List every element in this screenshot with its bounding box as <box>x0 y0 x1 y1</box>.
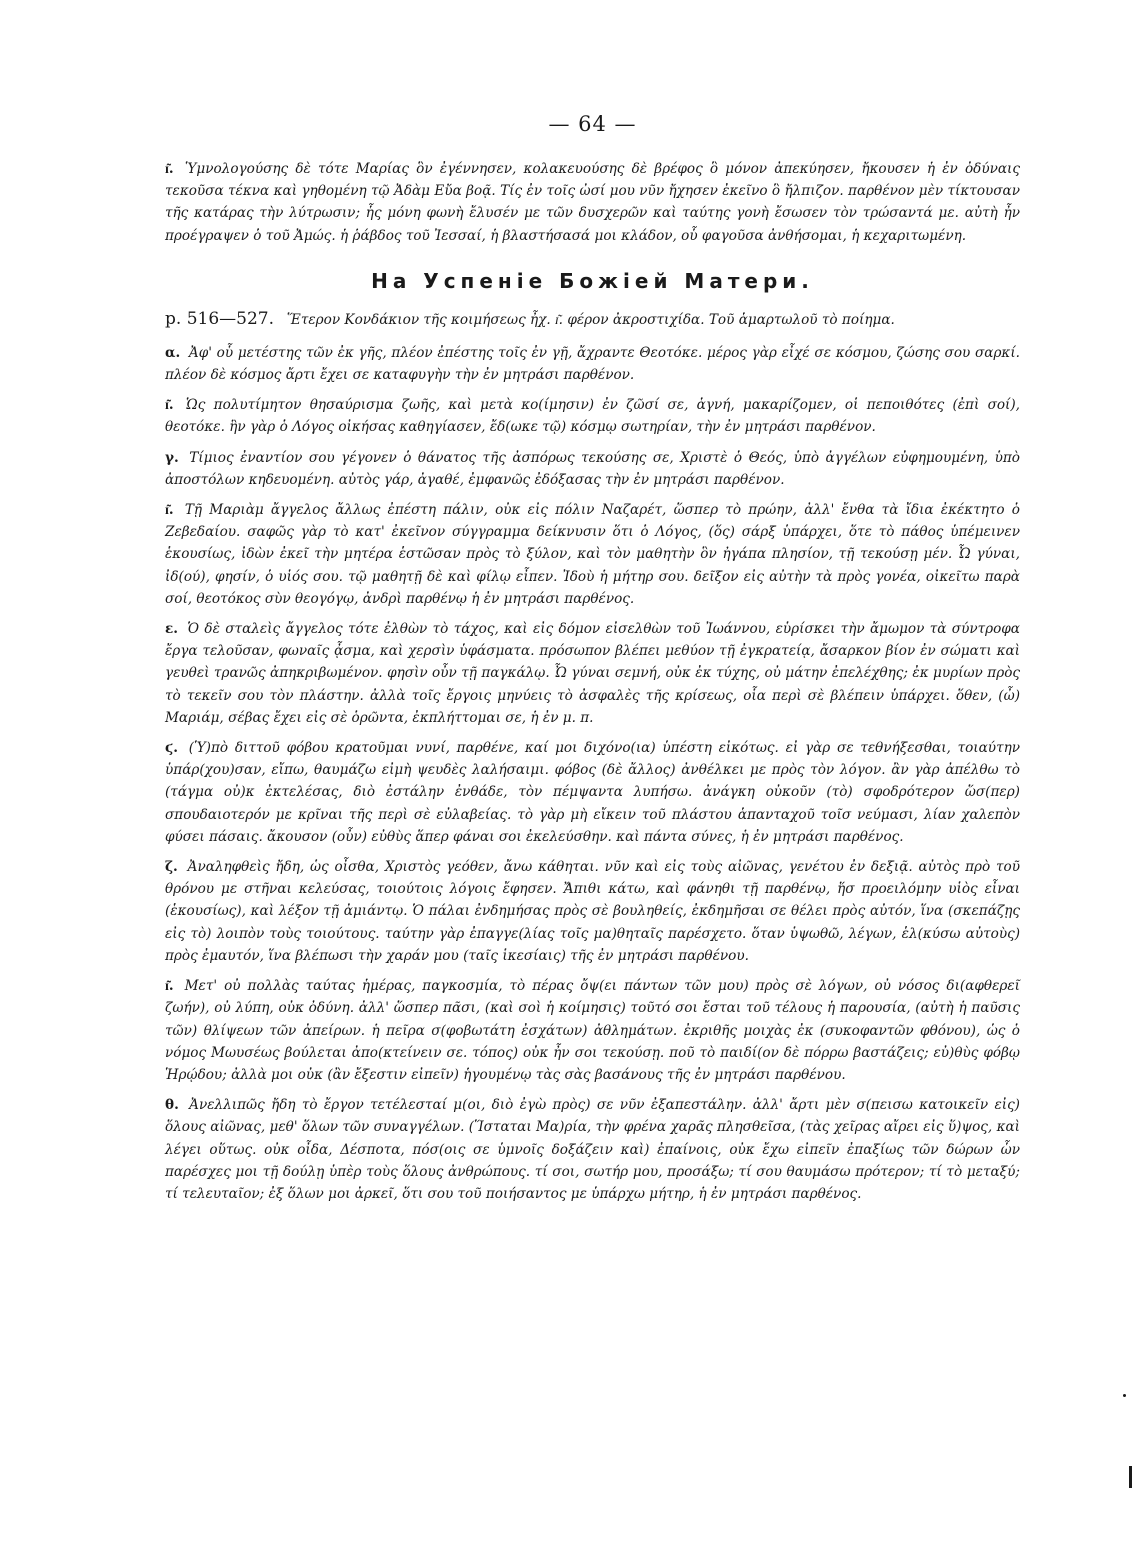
stanza-text: Ὁ δὲ σταλεὶς ἄγγελος τότε ἐλθὼν τὸ τάχος, καὶ εἰς δόμον εἰσελθὼν τοῦ Ἰωάννου, εὑρίσκει τὴν ἄμωμον τὰ σύντροφα ἔργα τελοῦσαν, φωναῖς ᾆσμα, καὶ χερσὶν ὑφάσματα. πρόσωπον βλέπει μεθύον τῇ ἐγκρατείᾳ, ἄσαρκον βίον ἐν σώματι καὶ γευθεὶ τρανῶς ἀπηκριβωμένον. φησὶν οὖν τῇ παγκάλῳ. Ὦ γύναι σεμνή, οὐκ ἐκ τύχης, οὐ μάτην ἐπελέχθης; ἐκ μυρίων πρὸς τὸ τεκεῖν σου τὸν πλάστην. ἀλλὰ τοῖς ἔργοις μηνύεις τὸ ἀσφαλὲς τῆς κρίσεως, οἷα περὶ σὲ βλέπειν ὑπάρχει. ὅθεν, (ὦ) Μαριάμ, σέβας ἔχει εἰς σὲ ὁρῶντα, ἐκπλήττομαι σε, ἡ ἐν μ. π. <box>165 621 1020 726</box>
page-reference: p. 516—527. <box>165 308 274 329</box>
stanza <box>165 1094 1020 1205</box>
stanza-number: γ. <box>165 449 179 466</box>
stanza-text: Ἀνελλιπῶς ἤδη τὸ ἔργον τετέλεσταί μ(οι, διὸ ἐγὼ πρὸς) σε νῦν ἐξαπεστάλην. ἀλλ' ἄρτι μὲν σ(πεισω κατοικεῖν εἰς) ὅλους αἰῶνας, μεθ' ὅλων τῶν συναγγέλων. (Ἵσταται Μα)ρία, τὴν φρένα χαρᾶς πλησθεῖσα, (τὰς χεῖρας αἴρει εἰς ὕ)ψος, καὶ λέγει οὕτως. οὐκ οἶδα, Δέσποτα, πόσ(οις σε ὑμνοῖς δοξάζειν καὶ) ἐπαίνοις, οὐκ ἔχω εἰπεῖν ἐπαξίως τῶν δώρων ὧν παρέσχες μοι τῇ δούλῃ ὑπὲρ τοὺς ὅλους ἀνθρώπους. τί σοι, σωτήρ μου, προσάξω; τί σου θαυμάσω πρότερον; τί τὸ μεταξύ; τί τελευταῖον; ἐξ ὅλων μοι ἀρκεῖ, ὅτι σου τοῦ ποιήσαντος με ὑπάρχω μήτηρ, ἡ ἐν μητράσι παρθένος. <box>165 1097 1020 1202</box>
stanza-text: Τίμιος ἐναντίον σου γέγονεν ὁ θάνατος τῆς ἀσπόρως τεκούσης σε, Χριστὲ ὁ Θεός, ὑπὸ ἀγγέλων εὐφημουμένη, ὑπὸ ἀποστόλων κηδευομένη. αὐτὸς γάρ, ἀγαθέ, ἐμφανῶς ἐδόξασας τὴν ἐν μητράσι παρθένον. <box>165 449 1020 488</box>
stanza <box>165 975 1020 1086</box>
stanza <box>165 447 1020 491</box>
stanza-text: Μετ' οὐ πολλὰς ταύτας ἡμέρας, παγκοσμία, τὸ πέρας ὄψ(ει πάντων τῶν μου) πρὸς σὲ λόγων, οὐ νόσος δι(αφθερεῖ ζωήν), οὐ λύπη, οὐκ ὀδύνη. ἀλλ' ὥσπερ πᾶσι, (καὶ σοὶ ἡ κοίμησις) τοῦτό σοι ἔσται τοῦ τέλους ἡ παρουσία, (αὐτὴ ἡ παῦσις τῶν) θλίψεων τῶν ἀπείρων. ἡ πεῖρα σ(φοβωτάτη ἐσχάτων) ἀθλημάτων. ἐκριθῆς μοιχὰς ἐκ (συκοφαντῶν φθόνου), ὡς ὁ νόμος Μωυσέως βούλεται ἀπο(κτείνειν σε. τόπος) οὐκ ἦν σοι τεκούσῃ. ποῦ τὸ παιδί(ον δὲ πόρρω βαστάζεις; εὐ)θὺς φόβῳ Ἡρῴδου; ἀλλὰ μοι οὐκ (ἂν ἔξεστιν εἰπεῖν) ἡγουμένῳ τὰς σὰς βασάνους τῆς ἐν μητράσι παρθένου. <box>165 978 1020 1083</box>
margin-speck <box>1123 1394 1126 1397</box>
stanza <box>165 342 1020 386</box>
stanza-number: α. <box>165 344 181 361</box>
page-number: — 64 — <box>548 112 637 136</box>
stanza-number: ɪ͂. <box>165 978 174 995</box>
stanza-number: ζ. <box>165 859 178 876</box>
reference-line <box>165 307 1020 332</box>
stanza <box>165 618 1020 729</box>
intro-stanza-number: ɪ͂. <box>165 161 174 177</box>
stanza-text: Τῇ Μαριὰμ ἄγγελος ἄλλως ἐπέστη πάλιν, οὐκ εἰς πόλιν Ναζαρέτ, ὥσπερ τὸ πρώην, ἀλλ' ἔνθα τὰ ἴδια ἐκέκτητο ὁ Ζεβεδαίου. σαφῶς γὰρ τὸ κατ' ἐκεῖνον σύγγραμμα δείκνυσιν ὅτι ὁ Λόγος, (ὅς) σάρξ ὑπάρχει, ὅτε τὸ πάθος ὑπέμεινεν ἑκουσίως, ἰδὼν ἐκεῖ τὴν μητέρα ἑστῶσαν πρὸς τὸ ξύλον, καὶ τὸν μαθητὴν ὃν ἠγάπα πλησίον, τῇ τεκούσῃ μέν. Ὦ γύναι, ἰδ(ού), φησίν, ὁ υἱός σου. τῷ μαθητῇ δὲ καὶ φίλῳ εἶπεν. Ἰδοὺ ἡ μήτηρ σου. δεῖξον εἰς αὐτὴν τὰ πρὸς γονέα, οἰκεῖτω παρὰ σοί, θεοτόκος σὺν θεογόγῳ, ἀνδρὶ παρθένῳ ἡ ἐν μητράσι παρθένος. <box>165 502 1020 607</box>
intro-stanza-text: Ὑμνολογούσης δὲ τότε Μαρίας ὃν ἐγέννησεν, κολακευούσης δὲ βρέφος ὃ μόνον ἀπεκύησεν, ἤκουσεν ἡ ἐν ὀδύναις τεκοῦσα τέκνα καὶ γηθομένη τῷ Ἀδὰμ Εὔα βοᾷ. Τίς ἐν τοῖς ὠσί μου νῦν ἤχησεν ἐκεῖνο ὃ ἤλπιζον. παρθένον μὲν τίκτουσαν τῆς κατάρας τὴν λύτρωσιν; ἧς μόνη φωνὴ ἔλυσέν με τῶν δυσχερῶν καὶ ταύτης γονὴ ἔσωσεν τὸν τρώσαντά με. αὐτὴ ἦν προέγραψεν ὁ τοῦ Ἀμώς. ἡ ῥάβδος τοῦ Ἰεσσαί, ἡ βλαστήσασά μοι κλάδον, οὗ φαγοῦσα ἀνθήσομαι, ἡ κεχαριτωμένη. <box>165 161 1020 244</box>
margin-mark <box>1129 1466 1132 1488</box>
stanza-text: Ὡς πολυτίμητον θησαύρισμα ζωῆς, καὶ μετὰ κο(ίμησιν) ἐν ζῶσί σε, ἁγνή, μακαρίζομεν, οἱ πεποιθότες (ἐπὶ σοί), θεοτόκε. ἣν γὰρ ὁ Λόγος οἰκήσας καθηγίασεν, ἔδ(ωκε τῷ) κόσμῳ σωτηρίαν, τὴν ἐν μητράσι παρθένον. <box>165 397 1020 436</box>
stanza-number: ɪ͂. <box>165 397 174 414</box>
stanza <box>165 737 1020 848</box>
stanza-text: Ἀναληφθεὶς ἤδη, ὡς οἶσθα, Χριστὸς γεόθεν, ἄνω κάθηται. νῦν καὶ εἰς τοὺς αἰῶνας, γενέτου ἐν δεξιᾷ. αὐτὸς πρὸ τοῦ θρόνου με στῆναι κελεύσας, τοιούτοις λόγοις ἔφησεν. Ἄπιθι κάτω, καὶ φάνηθι τῇ παρθένῳ, ἥσ προειλόμην υἱὸς εἶναι (ἑκουσίως), καὶ λέξον τῇ ἀμιάντῳ. Ὁ πάλαι ἐνδημήσας πρὸς σὲ βουληθείς, ἐκδημῆσαι σε θέλει πρὸς αὐτόν, ἵνα (σκεπάζῃς εἰς τὸ) λοιπὸν τοὺς τοιούτους. ταύτην γὰρ ἐπαγγε(λίας τοῖς μα)θηταῖς παρέσχετο. ὅταν ὑψωθῶ, λέγων, ἑλ(κύσω αὐτοὺς) πρὸς ἐμαυτόν, ἵνα βλέπωσι τὴν χαράν μου (ταῖς ἱκεσίαις) τῆς ἐν μητράσι παρθένου. <box>165 859 1020 964</box>
section-heading: На Успеніе Божіей Матери. <box>371 268 814 293</box>
stanza-text: (Ὑ)πὸ διττοῦ φόβου κρατοῦμαι νυνί, παρθένε, καί μοι διχόνο(ια) ὑπέστη εἰκότως. εἰ γὰρ σε τεθνήξεσθαι, τοιαύτην ὑπάρ(χου)σαν, εἴπω, θαυμάζω εἰμὴ ψευδὲς λαλήσαιμι. φόβος (δὲ ἄλλος) ἀνθέλκει με πρὸς τὸν λόγον. ἂν γὰρ ἀπέλθω τὸ (τάγμα οὐ)κ ἐκτελέσας, διὸ ἐστάλην ἐνθάδε, τὸν πέμψαντα λυπήσω. ἀνάγκη οὐκοῦν (τὸ) σφοδρότερον ὥσ(περ) σπουδαιοτερόν με κρῖναι τῆς περὶ σὲ εὐλαβείας. τὸ γὰρ μὴ εἴκειν τοῦ πλάστου ἁπανταχοῦ τοῖσ νεύμασι, λίαν χαλεπὸν φύσει πάσαις. ἄκουσον (οὖν) εὐθὺς ἅπερ φάναι σοι ἐκελεύσθην. καὶ πάντα σύνες, ἡ ἐν μητράσι παρθένος. <box>165 740 1021 845</box>
stanza-number: θ. <box>165 1097 179 1114</box>
stanza-text: Ἀφ' οὗ μετέστης τῶν ἐκ γῆς, πλέον ἐπέστης τοῖς ἐν γῇ, ἄχραντε Θεοτόκε. μέρος γὰρ εἶχέ σε κόσμου, ζώσης σου σαρκί. πλέον δὲ κόσμος ἄρτι ἔχει σε καταφυγὴν τὴν ἐν μητράσι παρθένον. <box>165 344 1020 384</box>
stanza <box>165 394 1020 438</box>
intro-paragraph <box>165 158 1020 247</box>
document-page <box>165 112 1020 1213</box>
stanza-number: ϛ. <box>165 740 179 757</box>
stanza-number: ε. <box>165 621 178 638</box>
stanza-number: ɪ͂. <box>165 502 174 519</box>
stanza <box>165 856 1020 967</box>
stanza <box>165 499 1020 610</box>
reference-description: Ἕτερον Κονδάκιον τῆς κοιμήσεως ἦχ. ɪ͂. φέρον ἀκροστιχίδα. Τοῦ ἁμαρτωλοῦ τὸ ποίημα. <box>286 311 895 328</box>
